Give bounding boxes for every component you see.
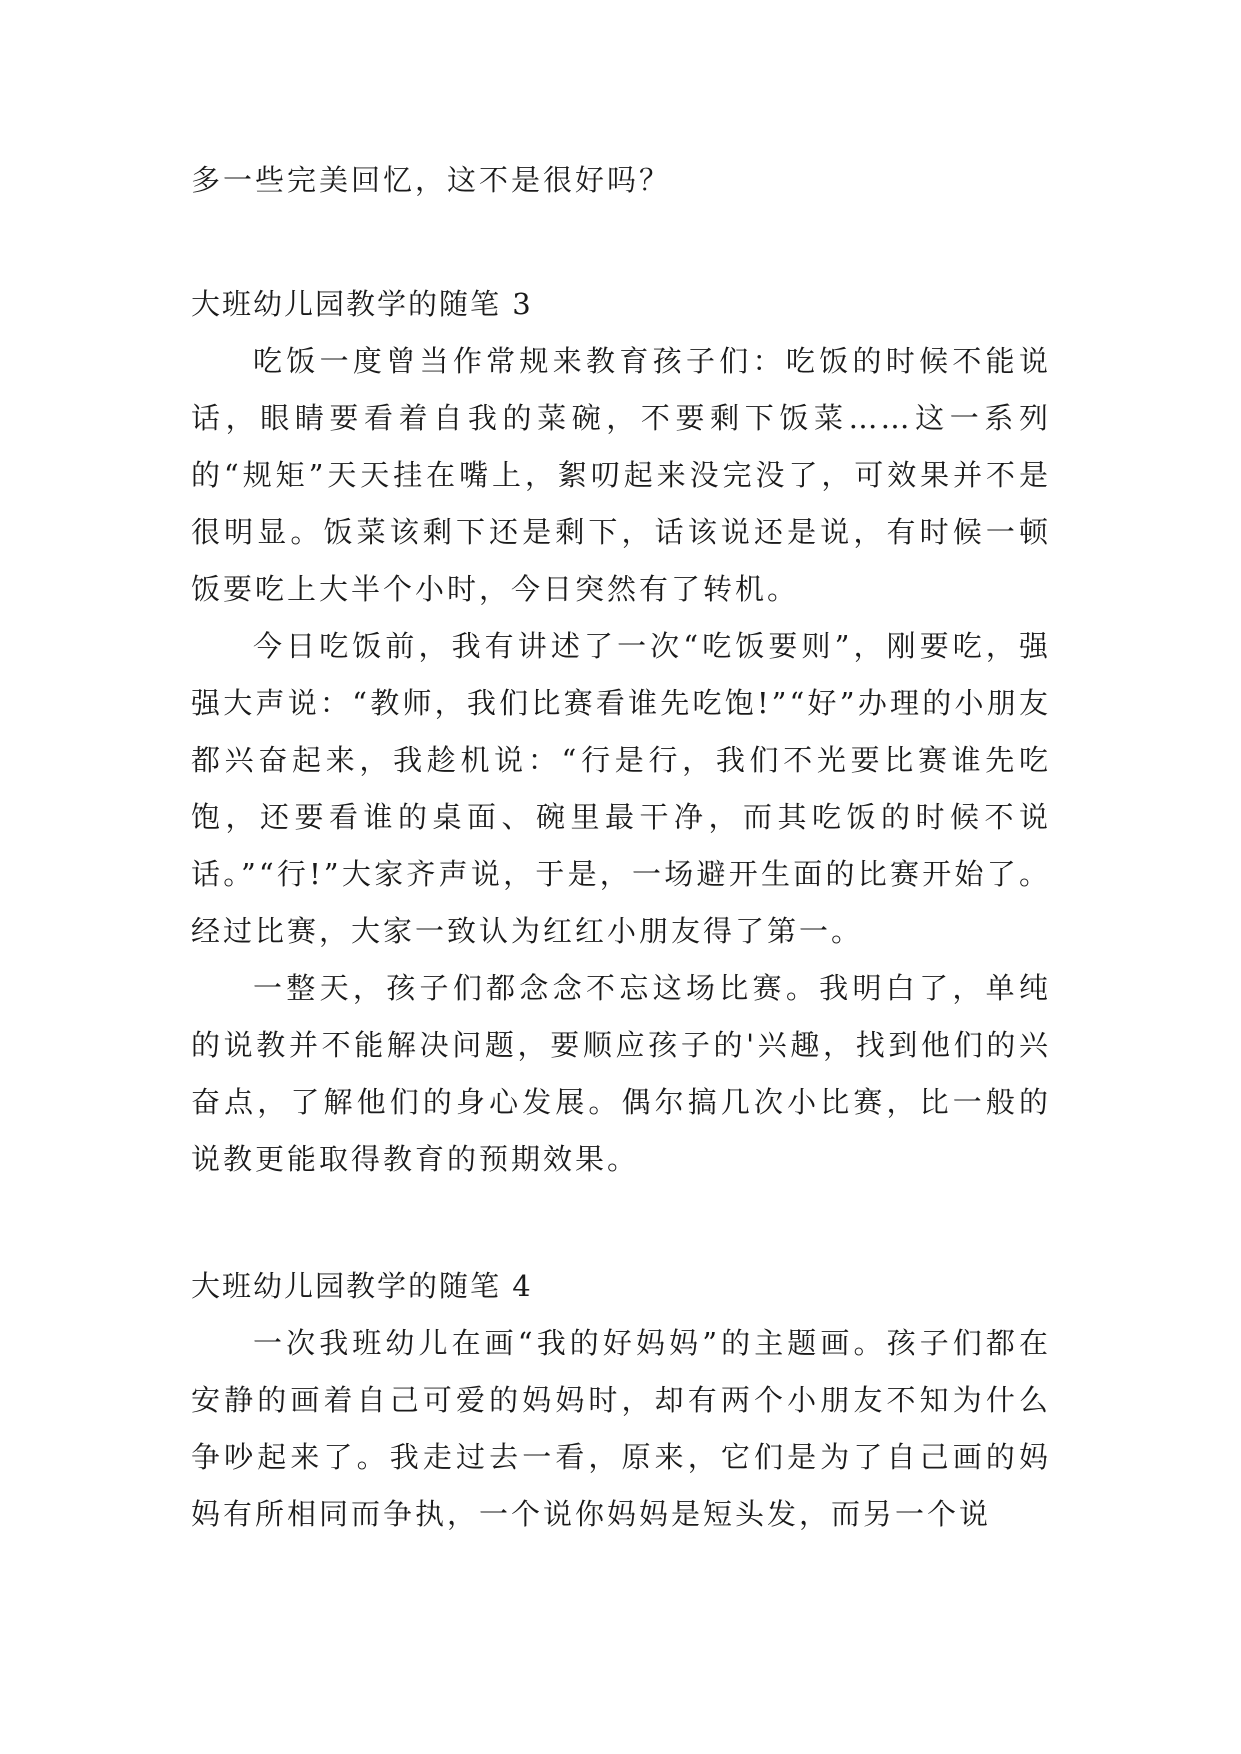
section-body-4: [191, 1315, 1051, 1543]
paragraph: 一次我班幼儿在画“我的好妈妈”的主题画。孩子们都在安静的画着自己可爱的妈妈时，却有两个小朋友不知为什么争吵起来了。我走过去一看，原来，它们是为了自己画的妈妈有所相同而争执，一个说你妈妈是短头发，而另一个说: [191, 1326, 1051, 1531]
section-heading-3: 大班幼儿园教学的随笔 3: [191, 287, 533, 321]
continuation-line: 多一些完美回忆，这不是很好吗？: [191, 163, 672, 197]
paragraph: 一整天，孩子们都念念不忘这场比赛。我明白了，单纯的说教并不能解决问题，要顺应孩子的'兴趣，找到他们的兴奋点，了解他们的身心发展。偶尔搞几次小比赛，比一般的说教更能取得教育的预期效果。: [191, 971, 1051, 1176]
paragraph: 今日吃饭前，我有讲述了一次“吃饭要则”，刚要吃，强强大声说：“教师，我们比赛看谁先吃饱!”“好”办理的小朋友都兴奋起来，我趁机说：“行是行，我们不光要比赛谁先吃饱，还要看谁的桌面、碗里最干净，而其吃饭的时候不说话。”“行!”大家齐声说，于是，一场避开生面的比赛开始了。经过比赛，大家一致认为红红小朋友得了第一。: [191, 629, 1051, 948]
paragraph: 吃饭一度曾当作常规来教育孩子们：吃饭的时候不能说话，眼睛要看着自我的菜碗，不要剩下饭菜……这一系列的“规矩”天天挂在嘴上，絮叨起来没完没了，可效果并不是很明显。饭菜该剩下还是剩下，话该说还是说，有时候一顿饭要吃上大半个小时，今日突然有了转机。: [191, 344, 1051, 606]
section-body-3: [191, 333, 1051, 1188]
section-heading-4: 大班幼儿园教学的随笔 4: [191, 1269, 533, 1303]
